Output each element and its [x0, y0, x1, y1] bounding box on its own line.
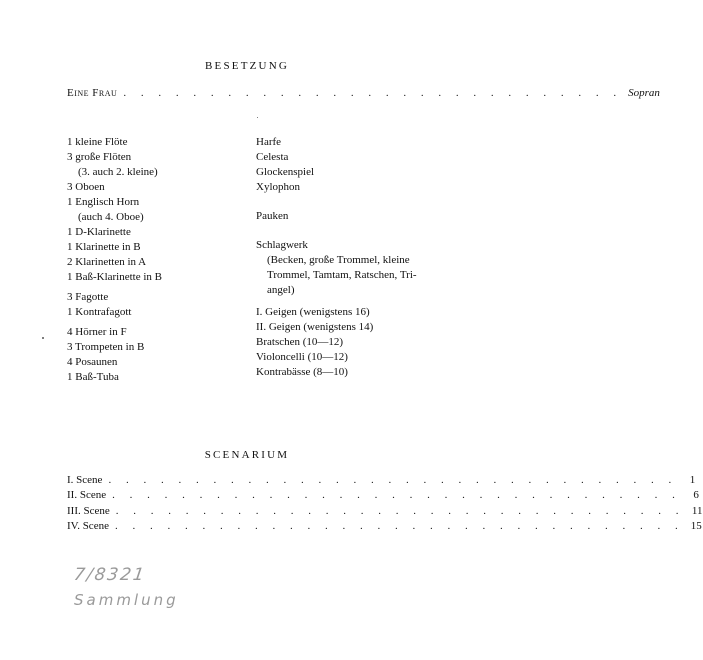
scene-row — [67, 505, 703, 517]
scene-leader-dots: . . . . . . . . . . . . . . . . . . . . . . . . . . . . . . . . . — [115, 505, 685, 517]
instrument-item: Bratschen (10—12) — [256, 336, 344, 348]
instrument-item: 1 Klarinette in B — [67, 241, 141, 253]
scene-leader-dots: . . . . . . . . . . . . . . . . . . . . . . . . . . . . . . . . . — [112, 489, 681, 501]
instrument-item: 3 große Flöten — [67, 151, 132, 163]
instrument-item: 2 Klarinetten in A — [67, 256, 147, 268]
paper-speck — [257, 117, 258, 118]
besetzung-heading: BESETZUNG — [205, 60, 289, 72]
scene-label: IV. Scene — [67, 520, 109, 532]
instrument-item: Glockenspiel — [256, 166, 315, 178]
scene-label: III. Scene — [67, 505, 110, 517]
scenarium-heading: SCENARIUM — [204, 449, 290, 461]
scene-row — [67, 520, 702, 532]
voice-role: Eine Frau — [67, 87, 118, 99]
instrument-item: Violoncelli (10—12) — [256, 351, 348, 363]
instrument-list-left — [67, 135, 162, 385]
instrument-item: 1 kleine Flöte — [67, 136, 128, 148]
instrument-item: 1 Baß-Tuba — [67, 371, 119, 383]
scene-label: I. Scene — [67, 474, 103, 486]
instrument-item: Celesta — [256, 151, 289, 163]
instrument-list-right — [256, 135, 417, 380]
instrument-item: 1 Englisch Horn — [67, 196, 140, 208]
instrument-item: 3 Fagotte — [67, 291, 109, 303]
paper-speck — [42, 337, 44, 339]
voice-type: Sopran — [628, 87, 660, 99]
instrument-item: Trommel, Tamtam, Ratschen, Tri- — [267, 269, 417, 281]
stamp-text: Sammlung — [74, 591, 179, 609]
instrument-item: Schlagwerk — [256, 239, 308, 251]
instrument-item: 3 Trompeten in B — [67, 341, 145, 353]
scene-leader-dots: . . . . . . . . . . . . . . . . . . . . . . . . . . . . . . . . . — [114, 520, 684, 532]
instrument-item: (auch 4. Oboe) — [78, 211, 144, 223]
scene-page-number: 11 — [691, 505, 703, 517]
instrument-item: 3 Oboen — [67, 181, 105, 193]
stamp-number: 7/8321 — [72, 565, 148, 585]
instrument-item: Xylophon — [256, 181, 300, 193]
instrument-item: (Becken, große Trommel, kleine — [267, 254, 410, 266]
scene-leader-dots: . . . . . . . . . . . . . . . . . . . . . . . . . . . . . . . . . — [108, 474, 678, 486]
instrument-item: Pauken — [256, 210, 289, 222]
instrument-item: 1 D-Klarinette — [67, 226, 131, 238]
scene-page-number: 15 — [690, 520, 702, 532]
scene-row — [67, 489, 699, 501]
instrument-item: angel) — [267, 284, 295, 296]
instrument-item: 4 Posaunen — [67, 356, 118, 368]
library-stamp — [72, 565, 179, 615]
instrument-item: 1 Kontrafagott — [67, 306, 132, 318]
instrument-item: 1 Baß-Klarinette in B — [67, 271, 163, 283]
voice-row — [67, 87, 660, 99]
scene-page-number: 1 — [689, 474, 696, 486]
instrument-item: I. Geigen (wenigstens 16) — [256, 306, 370, 318]
instrument-item: Kontrabässe (8—10) — [256, 366, 348, 378]
instrument-item: Harfe — [256, 136, 282, 148]
instrument-item: (3. auch 2. kleine) — [78, 166, 158, 178]
scene-label: II. Scene — [67, 489, 107, 501]
scene-page-number: 6 — [693, 489, 699, 501]
scene-row — [67, 474, 696, 486]
voice-leader-dots: . . . . . . . . . . . . . . . . . . . . . . . . . . . . . — [123, 87, 623, 99]
instrument-item: II. Geigen (wenigstens 14) — [256, 321, 374, 333]
instrument-item: 4 Hörner in F — [67, 326, 127, 338]
